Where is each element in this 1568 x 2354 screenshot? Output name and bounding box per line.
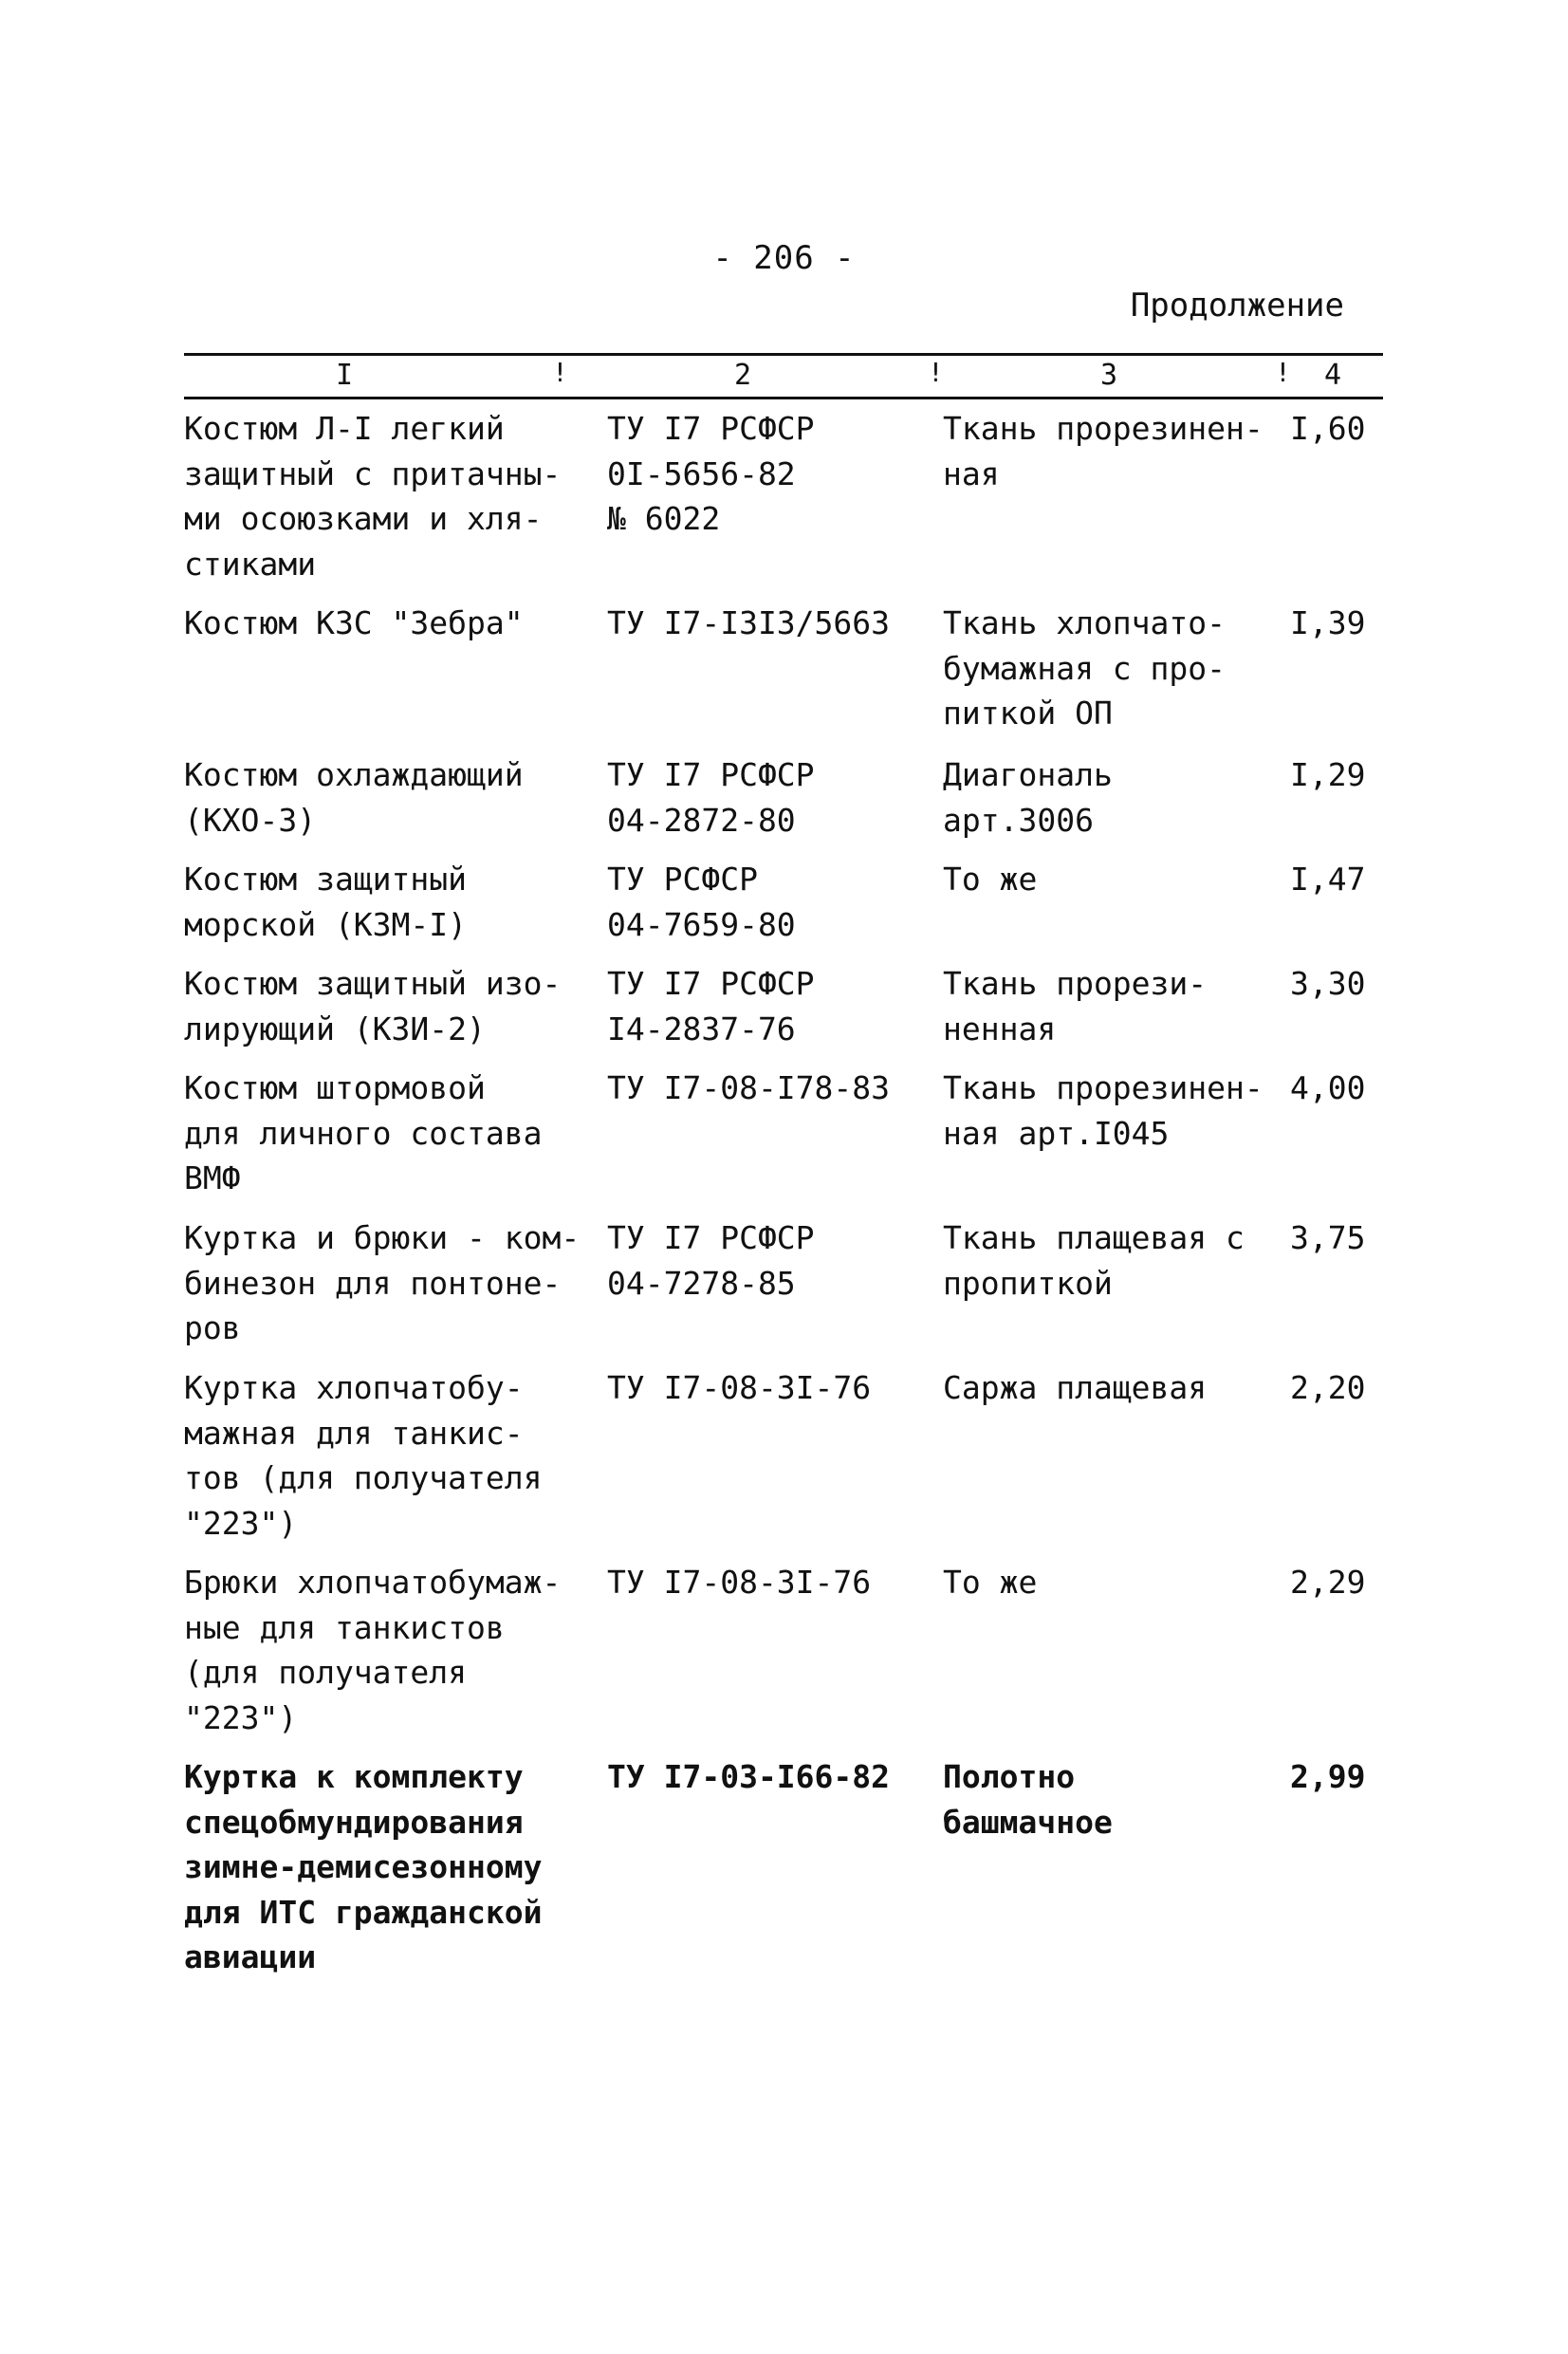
item-name: Костюм охлаждающий (КХО-3) — [184, 756, 524, 839]
item-value: 4,00 — [1290, 1069, 1366, 1106]
item-value: I,47 — [1290, 861, 1366, 898]
item-standard: ТУ I7 РСФСР I4-2837-76 — [607, 965, 815, 1047]
item-material: То же — [943, 861, 1038, 898]
item-standard: ТУ I7-I3I3/5663 — [607, 604, 891, 641]
item-standard: ТУ I7-03-I66-82 — [607, 1758, 891, 1795]
item-value: I,60 — [1290, 410, 1366, 447]
item-value: 2,29 — [1290, 1564, 1366, 1601]
table-row — [184, 1560, 1383, 1754]
table-top-rule — [184, 353, 1383, 356]
item-standard: ТУ I7-08-3I-76 — [607, 1564, 872, 1601]
item-material: Полотно башмачное — [943, 1758, 1113, 1841]
table-row — [184, 601, 1383, 752]
item-material: Диагональ арт.3006 — [943, 756, 1113, 839]
header-col-2: 2 — [734, 359, 752, 392]
item-value: I,39 — [1290, 604, 1366, 641]
item-material: Саржа плащевая — [943, 1369, 1208, 1406]
page-number: - 206 - — [712, 239, 856, 277]
item-name: Костюм защитный морской (КЗМ-I) — [184, 861, 468, 943]
item-name: Брюки хлопчатобумаж- ные для танкистов (для получателя "223") — [184, 1564, 562, 1736]
item-value: 3,75 — [1290, 1219, 1366, 1256]
table-header — [184, 357, 1383, 395]
header-separator: ! — [1275, 357, 1291, 388]
item-name: Куртка и брюки - ком- бинезон для понтоне- ров — [184, 1219, 581, 1346]
item-value: 3,30 — [1290, 965, 1366, 1002]
item-standard: ТУ I7 РСФСР 0I-5656-82 № 6022 — [607, 410, 815, 537]
item-value: 2,99 — [1290, 1758, 1366, 1795]
table-header-rule — [184, 397, 1383, 399]
header-col-4: 4 — [1324, 359, 1342, 392]
table-row — [184, 1754, 1383, 1992]
item-material: Ткань прорези- ненная — [943, 965, 1208, 1047]
table-row — [184, 752, 1383, 857]
item-material: Ткань хлопчато- бумажная с про- питкой ОП — [943, 604, 1227, 732]
item-material: Ткань прорезинен- ная — [943, 410, 1264, 492]
item-name: Куртка к комплекту спецобмундирования зимне-демисезонному для ИТС гражданской авиации — [184, 1758, 543, 1975]
item-standard: ТУ I7 РСФСР 04-7278-85 — [607, 1219, 815, 1302]
item-material: Ткань плащевая с пропиткой — [943, 1219, 1245, 1302]
item-material: То же — [943, 1564, 1038, 1601]
table-row — [184, 857, 1383, 961]
item-standard: ТУ I7 РСФСР 04-2872-80 — [607, 756, 815, 839]
item-value: 2,20 — [1290, 1369, 1366, 1406]
item-standard: ТУ РСФСР 04-7659-80 — [607, 861, 796, 943]
table-row — [184, 1365, 1383, 1560]
header-col-1: I — [336, 359, 354, 392]
item-name: Костюм Л-I легкий защитный с притачны- ми осоюзками и хля- стиками — [184, 410, 562, 583]
table-row — [184, 961, 1383, 1066]
item-name: Костюм КЗС "Зебра" — [184, 604, 524, 641]
item-standard: ТУ I7-08-I78-83 — [607, 1069, 891, 1106]
header-col-3: 3 — [1100, 359, 1118, 392]
item-name: Костюм защитный изо- лирующий (КЗИ-2) — [184, 965, 562, 1047]
item-name: Куртка хлопчатобу- мажная для танкис- тов (для получателя "223") — [184, 1369, 543, 1542]
table-row — [184, 406, 1383, 601]
table-row — [184, 1066, 1383, 1215]
header-separator: ! — [928, 357, 944, 388]
item-name: Костюм штормовой для личного состава ВМФ — [184, 1069, 543, 1196]
item-standard: ТУ I7-08-3I-76 — [607, 1369, 872, 1406]
item-value: I,29 — [1290, 756, 1366, 793]
continuation-label: Продолжение — [1130, 287, 1344, 324]
item-material: Ткань прорезинен- ная арт.I045 — [943, 1069, 1264, 1152]
header-separator: ! — [552, 357, 568, 388]
table-row — [184, 1215, 1383, 1365]
table-body — [184, 406, 1383, 1992]
